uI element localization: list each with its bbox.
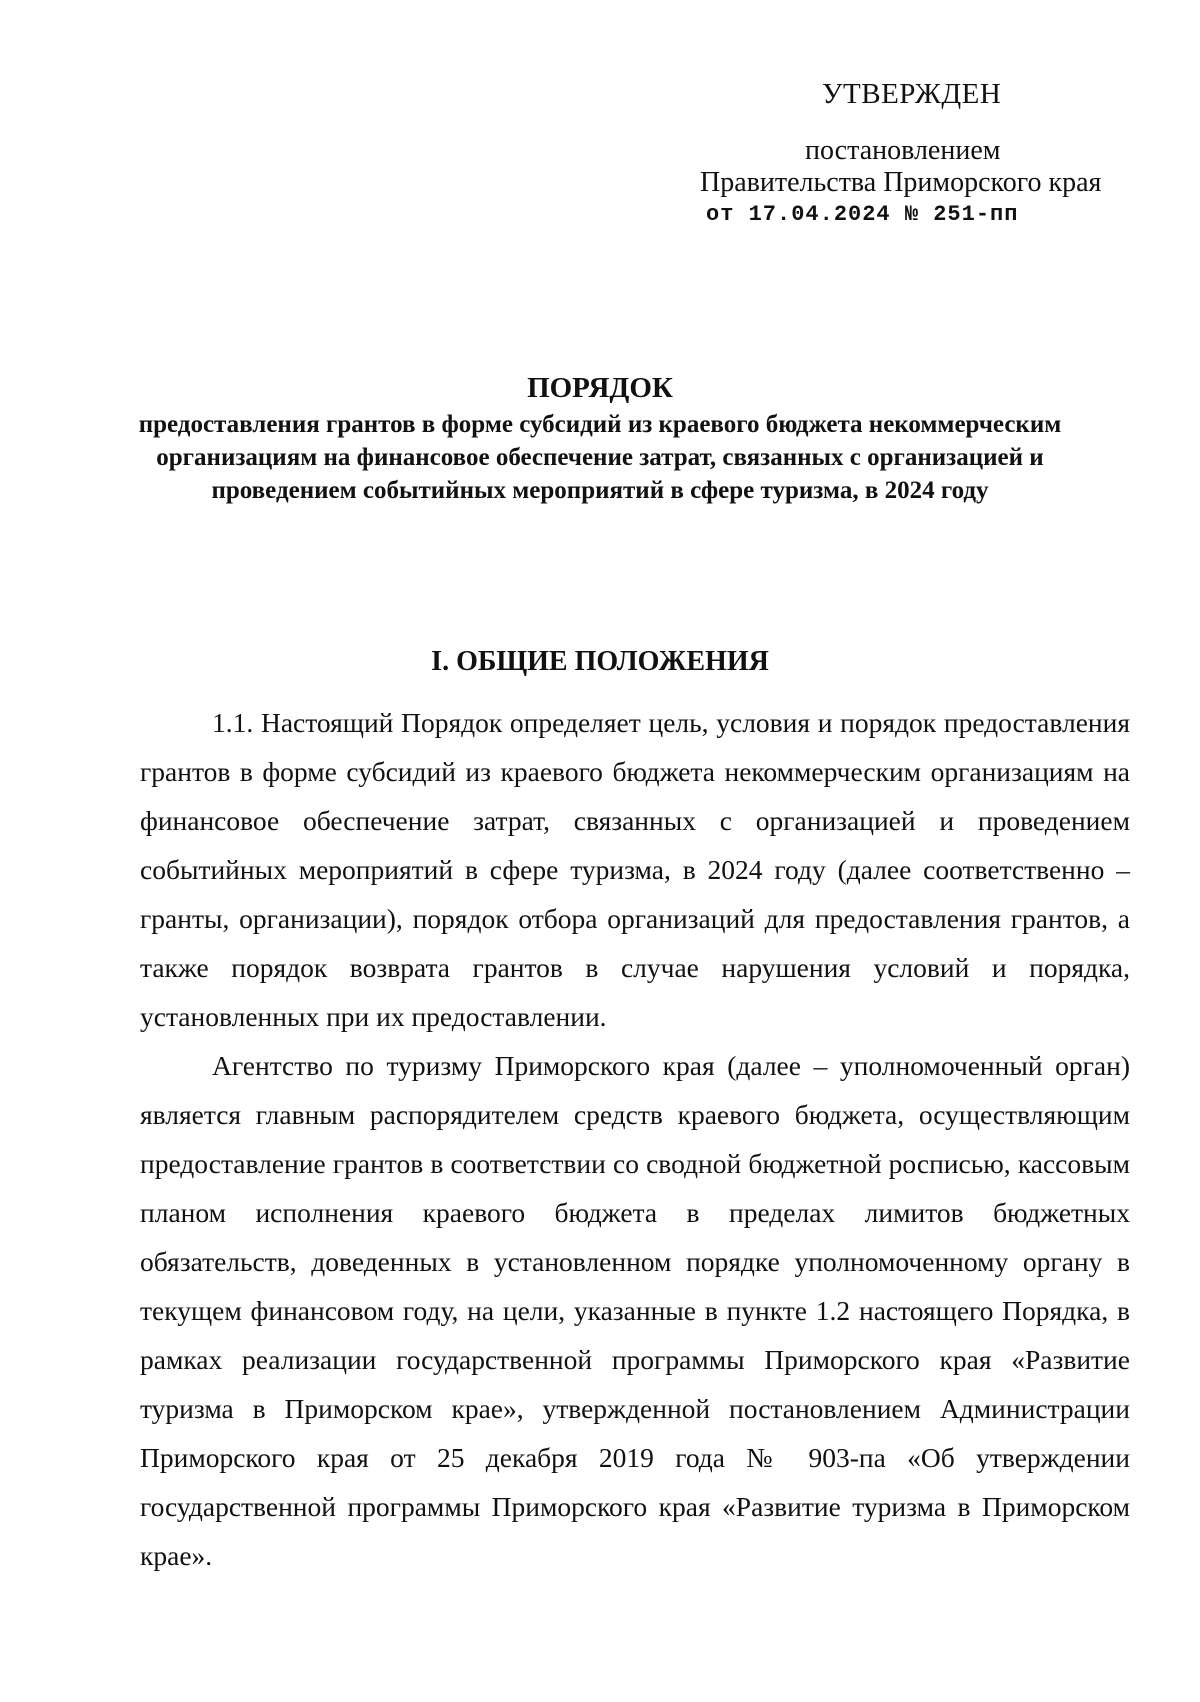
approval-line-government: Правительства Приморского края	[700, 167, 1102, 198]
document-subtitle: предоставления грантов в форме субсидий из краевого бюджета некоммерческим организациям на финансовое обеспечение затрат, связанных с организацией и проведением событийных мероприятий в сфере туризма, в 2024 году	[138, 411, 1062, 504]
document-title: ПОРЯДОК	[527, 372, 673, 404]
approval-date-number: от 17.04.2024 № 251-пп	[706, 202, 1019, 227]
approval-line-resolution: постановлением	[805, 135, 1001, 166]
paragraph-1-1: 1.1. Настоящий Порядок определяет цель, условия и порядок предоставления грантов в форме субсидий из краевого бюджета некоммерческим организациям на финансовое обеспечение затрат, связанных с организацией и проведением событийных мероприятий в сфере туризма, в 2024 году (далее соответственно – гранты, организации), порядок отбора организаций для предоставления грантов, а также порядок возврата грантов в случае нарушения условий и порядка, установленных при их предоставлении.	[140, 707, 1130, 1032]
section-body	[140, 698, 1130, 1580]
paragraph-agency: Агентство по туризму Приморского края (далее – уполномоченный орган) является главным распорядителем средств краевого бюджета, осуществляющим предоставление грантов в соответствии со сводной бюджетной росписью, кассовым планом исполнения краевого бюджета в пределах лимитов бюджетных обязательств, доведенных в установленном порядке уполномоченному органу в текущем финансовом году, на цели, указанные в пункте 1.2 настоящего Порядка, в рамках реализации государственной программы Приморского края «Развитие туризма в Приморском крае», утвержденной постановлением Администрации Приморского края от 25 декабря 2019 года № 903-па «Об утверждении государственной программы Приморского края «Развитие туризма в Приморском крае».	[140, 1050, 1130, 1571]
approval-heading: УТВЕРЖДЕН	[822, 78, 1002, 110]
section-heading: I. ОБЩИЕ ПОЛОЖЕНИЯ	[431, 646, 769, 677]
document-title-block	[130, 370, 1070, 507]
